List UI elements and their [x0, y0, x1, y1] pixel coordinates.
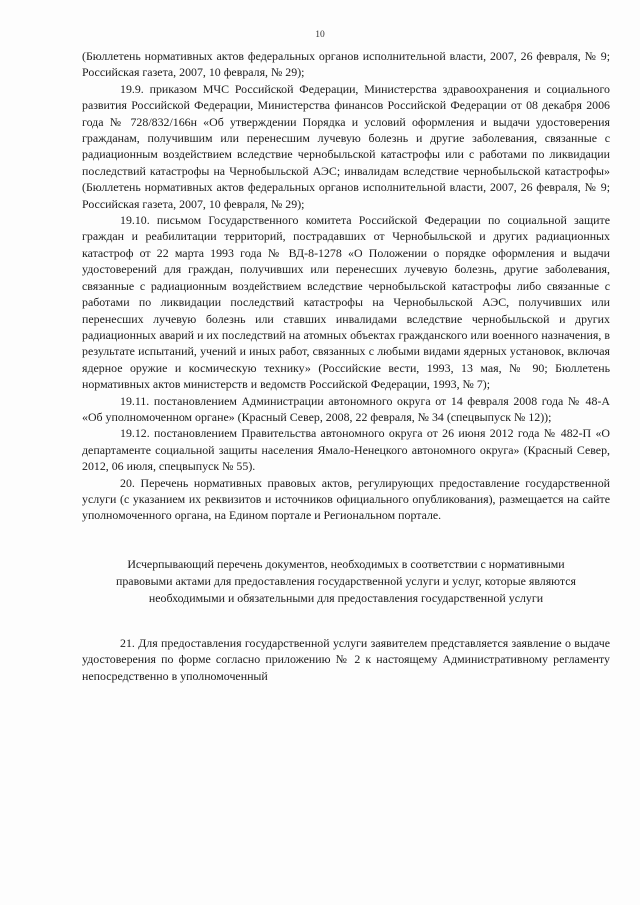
paragraph-19-11: 19.11. постановлением Администрации автономного округа от 14 февраля 2008 года № 48-А «Об уполномоченном органе» (Красный Север, 2008, 22 февраля, № 34 (спецвыпуск № 12));: [82, 393, 610, 424]
paragraph-19-9: 19.9. приказом МЧС Российской Федерации, Министерства здравоохранения и социального развития Российской Федерации, Министерства финансов Российской Федерации от 08 декабря 2006 года № 728/832/166н «Об утверждении Порядка и условий оформления и выдачи удостоверения гражданам, получившим или перенесшим лучевую болезнь и другие заболевания, связанные с радиационным воздействием вследствие чернобыльской катастрофы или с работами по ликвидации последствий катастрофы на Чернобыльской АЭС; инвалидам вследствие чернобыльской катастрофы» (Бюллетень нормативных актов федеральных органов исполнительной власти, 2007, 26 февраля, № 9; Российская газета, 2007, 10 февраля, № 29);: [82, 81, 610, 211]
paragraph-19-10: 19.10. письмом Государственного комитета Российской Федерации по социальной защите граждан и реабилитации территорий, пострадавших от Чернобыльской и других радиационных катастроф от 22 марта 1993 года № ВД-8-1278 «О Положении о порядке оформления и выдачи удостоверений для граждан, получивших или перенесших лучевую болезнь, другие заболевания, связанные с радиационным воздействием вследствие чернобыльской катастрофы либо связанные с работами по ликвидации последствий катастрофы на Чернобыльской АЭС, получивших или перенесших лучевую болезнь или ставших инвалидами вследствие чернобыльской и других радиационных аварий и их последствий на атомных объектах гражданского или военного назначения, в результате испытаний, учений и иных работ, связанных с любыми видами ядерных установок, включая ядерное оружие и космическую технику» (Российские вести, 1993, 13 мая, № 90; Бюллетень нормативных актов министерств и ведомств Российской Федерации, 1993, № 7);: [82, 213, 610, 392]
page-number: 10: [315, 30, 325, 40]
paragraph-20: 20. Перечень нормативных правовых актов, регулирующих предоставление государственной услуги (с указанием их реквизитов и источников официального опубликования), размещается на сайте уполномоченного органа, на Едином портале и Региональном портале.: [82, 475, 610, 523]
section-heading: Исчерпывающий перечень документов, необходимых в соответствии с нормативными правовыми актами для предоставления государственной услуги и услуг, которые являются необходимыми и обязательными для предоставления государственной услуги: [115, 556, 576, 605]
paragraph-bulletin-continuation: (Бюллетень нормативных актов федеральных органов исполнительной власти, 2007, 26 февраля, № 9; Российская газета, 2007, 10 февраля, № 29);: [82, 49, 610, 80]
paragraph-21: 21. Для предоставления государственной услуги заявителем представляется заявление о выдаче удостоверения по форме согласно приложению № 2 к настоящему Административному регламенту непосредственно в уполномоченный: [82, 635, 610, 683]
document-body: [82, 48, 610, 684]
paragraph-19-12: 19.12. постановлением Правительства автономного округа от 26 июня 2012 года № 482-П «О департаменте социальной защиты населения Ямало-Ненецкого автономного округа» (Красный Север, 2012, 06 июля, спецвыпуск № 55).: [82, 426, 610, 474]
